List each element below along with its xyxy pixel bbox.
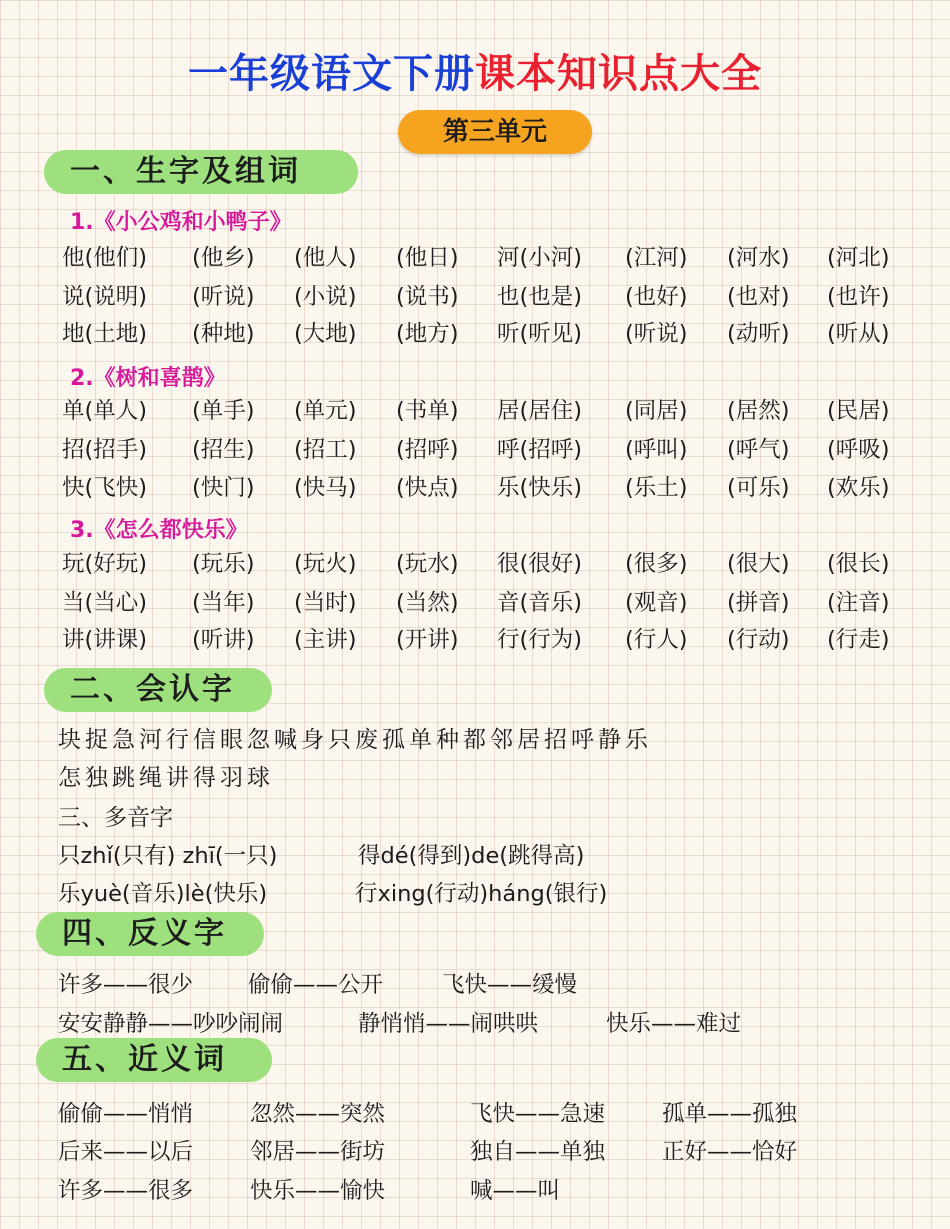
title-part1: 一年级语文下册 xyxy=(188,51,475,97)
section-header-antonyms: 四、反义字 xyxy=(36,912,264,956)
lesson-title: 2.《树和喜鹊》 xyxy=(70,366,226,391)
recognize-chars-line2: 怎独跳绳讲得羽球 xyxy=(58,765,274,791)
section-header-recognize: 二、会认字 xyxy=(44,668,272,712)
page-title xyxy=(0,42,950,99)
unit-badge: 第三单元 xyxy=(398,110,592,154)
section-header-polyphonic: 三、多音字 xyxy=(58,805,173,831)
section-header-synonyms: 五、近义词 xyxy=(36,1038,272,1082)
section-header-vocabulary: 一、生字及组词 xyxy=(44,150,358,194)
title-part2: 课本知识点大全 xyxy=(475,51,762,97)
lesson-title: 3.《怎么都快乐》 xyxy=(70,518,248,543)
recognize-chars-line1: 块捉急河行信眼忽喊身只废孤单种都邻居招呼静乐 xyxy=(58,727,652,753)
lesson-title: 1.《小公鸡和小鸭子》 xyxy=(70,210,292,235)
